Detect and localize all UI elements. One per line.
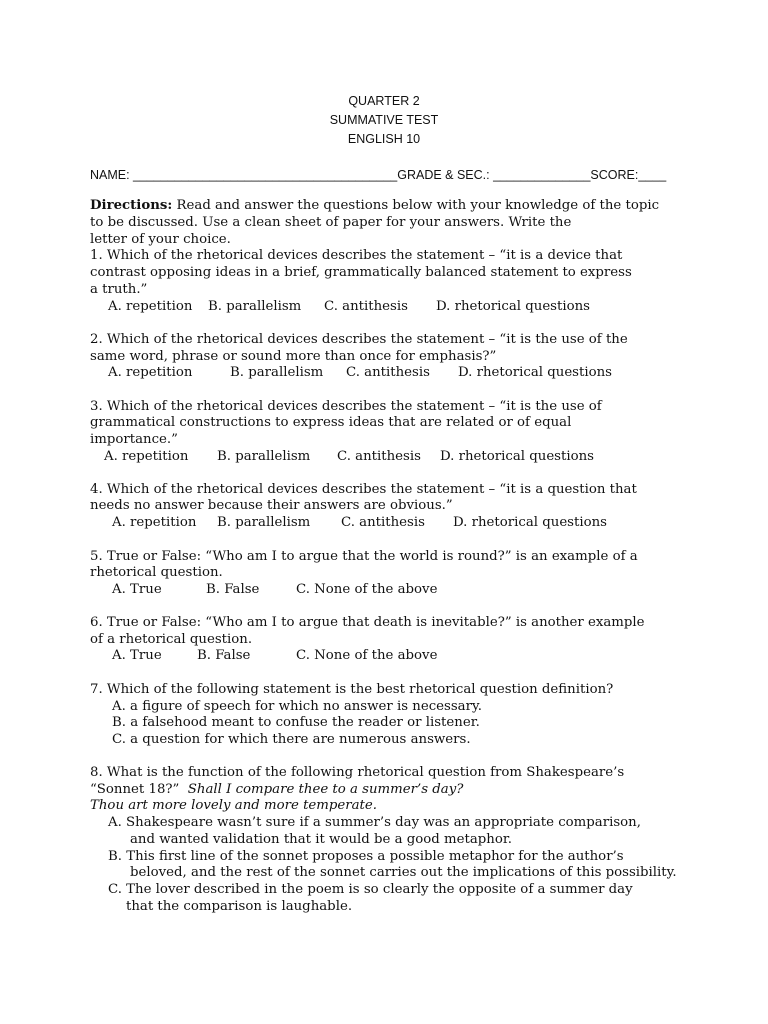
question-8-choice-c-line-1: C. The lover described in the poem is so clearly the opposite of a summer day — [108, 882, 633, 897]
question-2-choice-a: A. repetition — [108, 365, 193, 380]
question-5-choice-c: C. None of the above — [296, 582, 438, 597]
question-3-choice-a: A. repetition — [104, 449, 189, 464]
directions-text: Read and answer the questions below with your knowledge of the topic — [172, 198, 660, 213]
directions-line-3: letter of your choice. — [90, 232, 231, 247]
question-1-line-2: contrast opposing ideas in a brief, grammatically balanced statement to express — [90, 265, 632, 280]
question-3-choice-d: D. rhetorical questions — [440, 449, 594, 464]
question-8-quote-line-1: Shall I compare thee to a summer’s day? — [187, 782, 464, 797]
question-4-line-2: needs no answer because their answers are obvious.” — [90, 498, 453, 513]
question-4-line-1: 4. Which of the rhetorical devices describes the statement – “it is a question that — [90, 482, 637, 497]
question-3-line-3: importance.” — [90, 432, 178, 447]
question-2-choice-d: D. rhetorical questions — [458, 365, 612, 380]
question-6-line-1: 6. True or False: “Who am I to argue that death is inevitable?” is another example — [90, 615, 645, 630]
question-8-choice-a-line-1: A. Shakespeare wasn’t sure if a summer’s day was an appropriate comparison, — [108, 815, 641, 830]
header-test-title: SUMMATIVE TEST — [329, 113, 439, 127]
question-3-line-1: 3. Which of the rhetorical devices describes the statement – “it is the use of — [90, 399, 602, 414]
question-3-line-2: grammatical constructions to express ideas that are related or of equal — [90, 415, 572, 430]
question-4-choice-b: B. parallelism — [217, 515, 311, 530]
question-6-choice-a: A. True — [112, 648, 162, 663]
question-4-choice-c: C. antithesis — [341, 515, 425, 530]
question-4-choice-d: D. rhetorical questions — [453, 515, 607, 530]
question-8-choice-b-line-1: B. This first line of the sonnet proposes a possible metaphor for the author’s — [108, 849, 624, 864]
question-7-line-1: 7. Which of the following statement is the best rhetorical question definition? — [90, 682, 614, 697]
student-info-line: NAME: ______________________________________GRADE & SEC.: ______________SCORE:____ — [90, 168, 667, 182]
question-5-line-2: rhetorical question. — [90, 565, 223, 580]
question-6-choice-c: C. None of the above — [296, 648, 438, 663]
question-4-choice-a: A. repetition — [112, 515, 197, 530]
question-1-choice-d: D. rhetorical questions — [436, 299, 590, 314]
question-7-choice-a: A. a figure of speech for which no answer is necessary. — [112, 699, 482, 714]
question-8-choice-c-line-2: that the comparison is laughable. — [126, 899, 353, 914]
question-8-line-1: 8. What is the function of the following rhetorical question from Shakespeare’s — [90, 765, 625, 780]
directions-label: Directions: — [90, 198, 173, 213]
question-1-choice-b: B. parallelism — [208, 299, 302, 314]
question-8-choice-a-line-2: and wanted validation that it would be a good metaphor. — [130, 832, 512, 847]
question-8-choice-b-line-2: beloved, and the rest of the sonnet carries out the implications of this possibility. — [130, 865, 677, 880]
question-3-choice-b: B. parallelism — [217, 449, 311, 464]
question-2-choice-c: C. antithesis — [346, 365, 430, 380]
question-5-choice-b: B. False — [206, 582, 260, 597]
question-3-choice-c: C. antithesis — [337, 449, 421, 464]
question-6-choice-b: B. False — [197, 648, 251, 663]
directions-line-1 — [90, 197, 659, 214]
question-2-line-2: same word, phrase or sound more than once for emphasis?” — [90, 349, 497, 364]
question-8-line-2 — [90, 781, 463, 798]
question-8-quote-line-2: Thou art more lovely and more temperate. — [90, 798, 377, 813]
question-2-line-1: 2. Which of the rhetorical devices describes the statement – “it is the use of the — [90, 332, 628, 347]
question-1-choice-a: A. repetition — [108, 299, 193, 314]
question-1-line-1: 1. Which of the rhetorical devices describes the statement – “it is a device that — [90, 248, 623, 263]
header-subject: ENGLISH 10 — [347, 132, 421, 146]
question-1-choice-c: C. antithesis — [324, 299, 408, 314]
question-5-choice-a: A. True — [112, 582, 162, 597]
question-5-line-1: 5. True or False: “Who am I to argue that the world is round?” is an example of a — [90, 549, 638, 564]
question-7-choice-c: C. a question for which there are numerous answers. — [112, 732, 471, 747]
question-6-line-2: of a rhetorical question. — [90, 632, 253, 647]
question-7-choice-b: B. a falsehood meant to confuse the reader or listener. — [112, 715, 480, 730]
directions-line-2: to be discussed. Use a clean sheet of paper for your answers. Write the — [90, 215, 572, 230]
question-8-sonnet-title: “Sonnet 18?” — [90, 782, 180, 797]
question-1-line-3: a truth.” — [90, 282, 148, 297]
header-quarter: QUARTER 2 — [348, 94, 420, 108]
question-2-choice-b: B. parallelism — [230, 365, 324, 380]
